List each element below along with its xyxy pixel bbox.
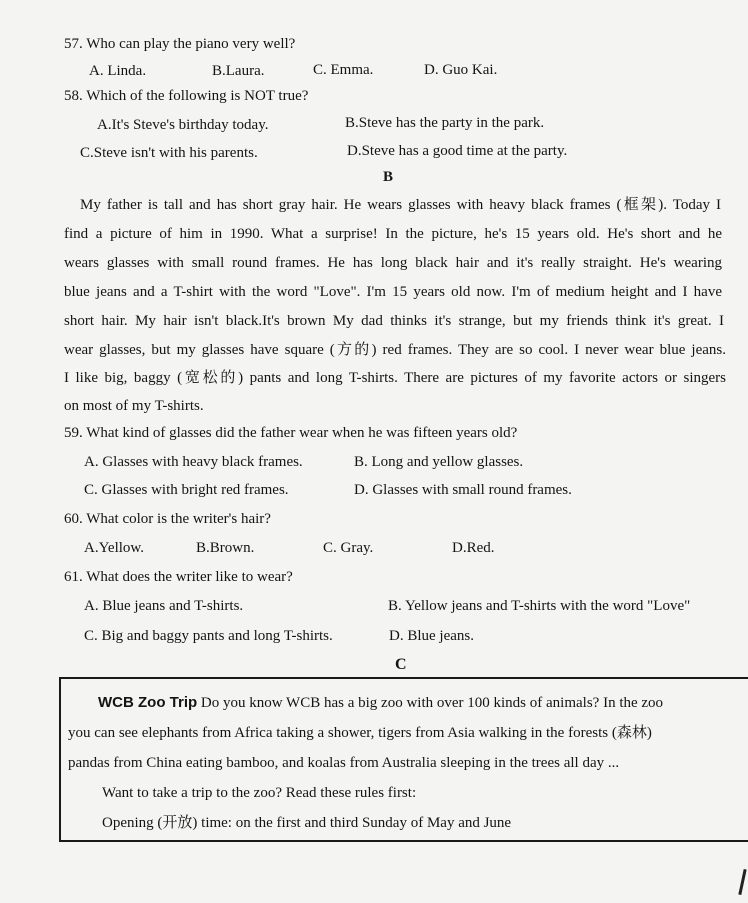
section-b-heading: B (383, 169, 394, 185)
question-57: 57. Who can play the piano very well? (64, 36, 296, 52)
zoo-trip-line-3: pandas from China eating bamboo, and koalas from Australia sleeping in the trees all day ... (68, 755, 620, 771)
passage-b-line-4: blue jeans and a T-shirt with the word "Love". I'm 15 years old now. I'm of medium height and I have (64, 284, 722, 300)
q60-option-a: A.Yellow. (84, 540, 145, 556)
question-58: 58. Which of the following is NOT true? (64, 88, 309, 104)
question-59: 59. What kind of glasses did the father wear when he was fifteen years old? (64, 425, 518, 441)
passage-b-line-2: find a picture of him in 1990. What a surprise! In the picture, he's 15 years old. He's short and he (64, 226, 722, 242)
q60-option-d: D.Red. (452, 540, 495, 556)
q59-option-d: D. Glasses with small round frames. (354, 482, 572, 498)
q58-option-b: B.Steve has the party in the park. (345, 115, 545, 131)
q59-option-b: B. Long and yellow glasses. (354, 454, 524, 470)
q57-option-c: C. Emma. (313, 62, 374, 78)
question-60: 60. What color is the writer's hair? (64, 511, 271, 527)
passage-b-line-6: wear glasses, but my glasses have square (方的) red frames. They are so cool. I never wear blue jeans. (64, 342, 726, 358)
q58-option-a: A.It's Steve's birthday today. (97, 117, 269, 133)
zoo-trip-line-5: Opening (开放) time: on the first and third Sunday of May and June (102, 815, 512, 831)
q57-option-a: A. Linda. (89, 63, 147, 79)
page-edge-mark (738, 869, 746, 895)
zoo-trip-line-4: Want to take a trip to the zoo? Read these rules first: (102, 785, 417, 801)
q61-option-a: A. Blue jeans and T-shirts. (84, 598, 244, 614)
zoo-trip-line-1 (98, 694, 748, 712)
zoo-trip-title: WCB Zoo Trip (98, 694, 198, 711)
q58-option-c: C.Steve isn't with his parents. (80, 145, 258, 161)
passage-b-line-8: on most of my T-shirts. (64, 398, 204, 414)
section-c-heading: C (395, 656, 407, 673)
q59-option-a: A. Glasses with heavy black frames. (84, 454, 303, 470)
q61-option-d: D. Blue jeans. (389, 628, 474, 644)
q58-option-d: D.Steve has a good time at the party. (347, 143, 568, 159)
passage-b-line-7: I like big, baggy (宽松的) pants and long T-shirts. There are pictures of my favorite actors or singers (64, 370, 726, 386)
q60-option-c: C. Gray. (323, 540, 374, 556)
q57-option-d: D. Guo Kai. (424, 62, 498, 78)
question-61: 61. What does the writer like to wear? (64, 569, 293, 585)
q59-option-c: C. Glasses with bright red frames. (84, 482, 289, 498)
q61-option-c: C. Big and baggy pants and long T-shirts. (84, 628, 333, 644)
zoo-trip-intro: Do you know WCB has a big zoo with over 100 kinds of animals? In the zoo (197, 695, 664, 711)
passage-b-line-3: wears glasses with small round frames. He has long black hair and it's really straight. He's wearing (64, 255, 722, 271)
q60-option-b: B.Brown. (196, 540, 255, 556)
zoo-trip-line-2: you can see elephants from Africa taking a shower, tigers from Asia walking in the forests (森林) (68, 725, 652, 741)
passage-b-line-5: short hair. My hair isn't black.It's brown My dad thinks it's strange, but my friends think it's great. I (64, 313, 724, 329)
q61-option-b: B. Yellow jeans and T-shirts with the word "Love" (388, 598, 691, 614)
q57-option-b: B.Laura. (212, 63, 265, 79)
passage-b-line-1: My father is tall and has short gray hair. He wears glasses with heavy black frames (框架). Today I (80, 197, 721, 213)
